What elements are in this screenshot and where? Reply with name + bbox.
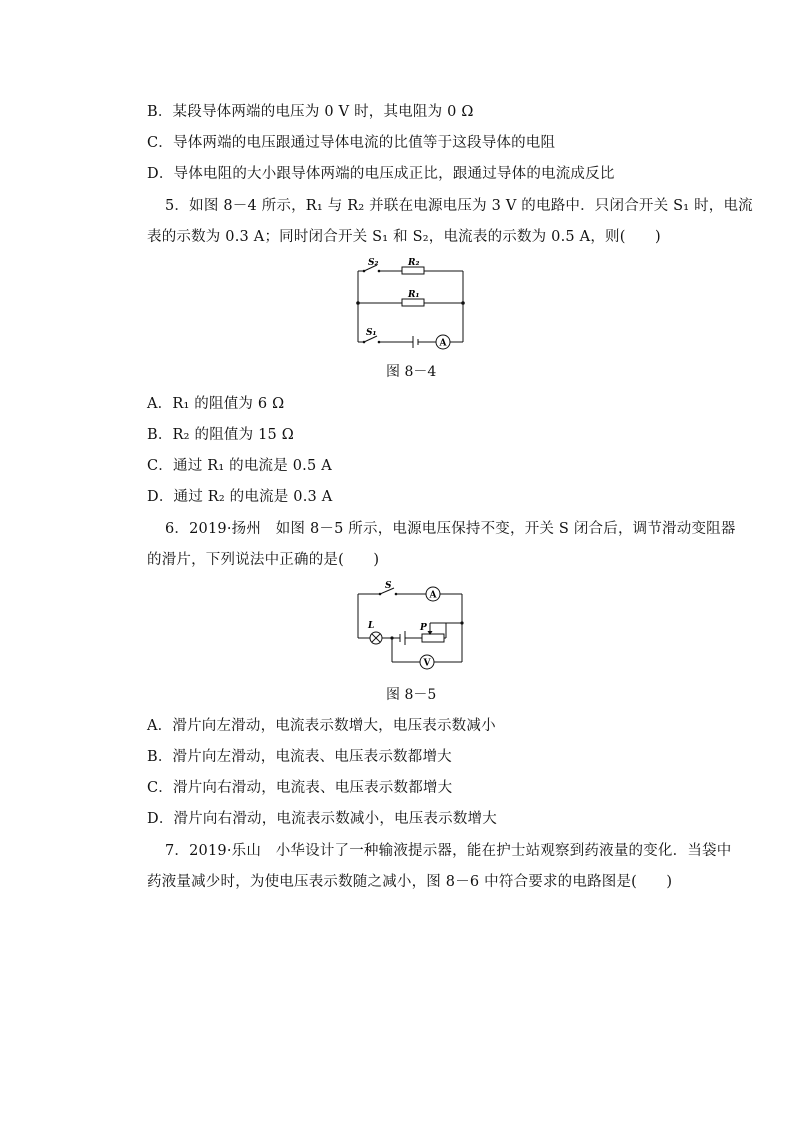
ammeter-icon: A [439, 338, 447, 349]
q6-option-a: A．滑片向左滑动，电流表示数增大，电压表示数减小 [147, 718, 496, 734]
label-lamp: L [368, 621, 375, 631]
q6-option-c: C．滑片向右滑动，电流表、电压表示数都增大 [147, 780, 453, 796]
q5-option-a: A．R₁ 的阻值为 6 Ω [147, 396, 285, 412]
q6-option-b: B．滑片向左滑动，电流表、电压表示数都增大 [147, 749, 452, 765]
q5-stem-line1: 5．如图 8－4 所示，R₁ 与 R₂ 并联在电源电压为 3 V 的电路中．只闭合开关 S₁ 时，电流 [165, 198, 753, 214]
q6-stem-line2: 的滑片，下列说法中正确的是( ) [147, 552, 380, 568]
q5-stem-line2: 表的示数为 0.3 A；同时闭合开关 S₁ 和 S₂，电流表的示数为 0.5 A，则( ) [147, 229, 661, 245]
q7-stem-line1: 7．2019·乐山 小华设计了一种输液提示器，能在护士站观察到药液量的变化．当袋中 [165, 843, 732, 859]
label-slider: P [420, 623, 427, 633]
q4-option-d: D．导体电阻的大小跟导体两端的电压成正比，跟通过导体的电流成反比 [147, 166, 615, 182]
q4-option-c: C．导体两端的电压跟通过导体电流的比值等于这段导体的电阻 [147, 135, 556, 151]
label-r1: R₁ [408, 290, 420, 300]
q5-option-d: D．通过 R₂ 的电流是 0.3 A [147, 489, 333, 505]
label-s1: S₁ [366, 328, 377, 338]
figure-8-5-caption: 图 8－5 [386, 687, 437, 703]
label-s: S [385, 581, 392, 591]
q6-option-d: D．滑片向右滑动，电流表示数减小，电压表示数增大 [147, 811, 497, 827]
figure-8-4-caption: 图 8－4 [386, 364, 437, 380]
voltmeter-icon: V [423, 658, 431, 669]
ammeter-icon: A [429, 590, 437, 601]
label-r2: R₂ [408, 258, 420, 268]
label-s2: S₂ [368, 258, 379, 268]
q4-option-b: B．某段导体两端的电压为 0 V 时，其电阻为 0 Ω [147, 104, 474, 120]
figure-8-5-circuit [350, 578, 470, 674]
q5-option-b: B．R₂ 的阻值为 15 Ω [147, 427, 294, 443]
q7-stem-line2: 药液量减少时，为使电压表示数随之减小，图 8－6 中符合要求的电路图是( ) [147, 874, 673, 890]
q5-option-c: C．通过 R₁ 的电流是 0.5 A [147, 458, 332, 474]
figure-8-4-circuit [350, 254, 470, 350]
q6-stem-line1: 6．2019·扬州 如图 8－5 所示，电源电压保持不变，开关 S 闭合后，调节滑动变阻器 [165, 521, 736, 537]
